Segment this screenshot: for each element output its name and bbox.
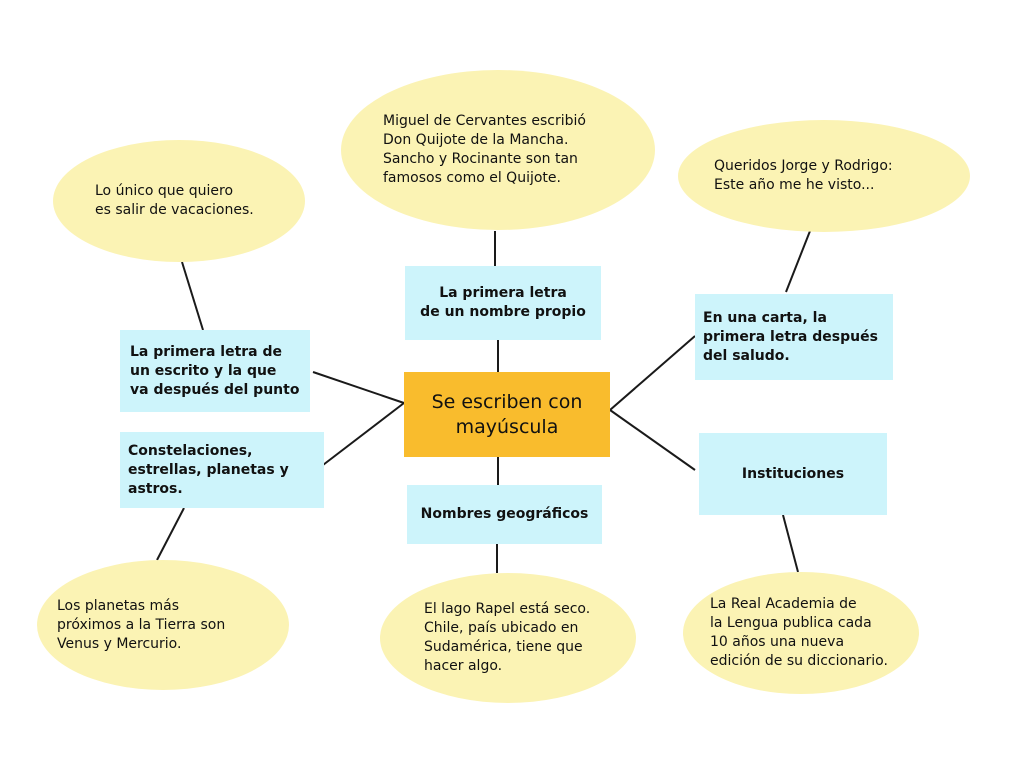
connector-center-left-bottom: [323, 403, 404, 465]
category-right-top-text: En una carta, la primera letra después del saludo.: [703, 309, 878, 364]
example-left-top: [53, 140, 305, 262]
example-right-top: [678, 120, 970, 232]
connector-center-right-top: [610, 336, 695, 410]
example-right-bottom-text: La Real Academia de la Lengua publica cada 10 años una nueva edición de su diccionario.: [710, 596, 888, 669]
category-right-bottom-text: Instituciones: [741, 465, 845, 482]
category-bottom-text: Nombres geográficos: [420, 506, 589, 522]
category-left-bottom: [120, 432, 324, 508]
category-left-top-text: La primera letra de un escrito y la que va después del punto: [130, 343, 300, 398]
example-left-bottom: [37, 560, 289, 690]
category-right-top: [695, 294, 893, 380]
connector-righttop-example: [786, 231, 810, 292]
example-top: [341, 70, 655, 230]
connector-center-left-top: [313, 372, 404, 403]
example-right-bottom: [683, 572, 919, 694]
example-left-bottom-text: Los planetas más próximos a la Tierra son Venus y Mercurio.: [57, 597, 226, 652]
connector-lefttop-example: [182, 262, 203, 330]
central-concept: [404, 372, 610, 457]
example-top-text: Miguel de Cervantes escribió Don Quijote de la Mancha. Sancho y Rocinante son tan famosos como el Quijote.: [383, 113, 586, 186]
example-right-top-text: Queridos Jorge y Rodrigo: Este año me he visto...: [714, 158, 893, 193]
example-bottom-text: El lago Rapel está seco. Chile, país ubicado en Sudamérica, tiene que hacer algo.: [424, 601, 591, 674]
connector-center-right-bottom: [610, 410, 695, 470]
category-top-text: La primera letra de un nombre propio: [420, 285, 586, 320]
connector-rightbottom-example: [783, 515, 798, 572]
example-bottom: [380, 573, 636, 703]
category-left-top: [120, 330, 310, 412]
category-right-bottom: [699, 433, 887, 515]
category-left-bottom-text: Constelaciones, estrellas, planetas y astros.: [128, 442, 289, 497]
connector-leftbottom-example: [157, 508, 184, 560]
category-top: [405, 266, 601, 340]
category-bottom: [407, 485, 602, 544]
central-concept-text: Se escriben con mayúscula: [431, 390, 583, 438]
example-left-top-text: Lo único que quiero es salir de vacaciones.: [95, 183, 254, 218]
